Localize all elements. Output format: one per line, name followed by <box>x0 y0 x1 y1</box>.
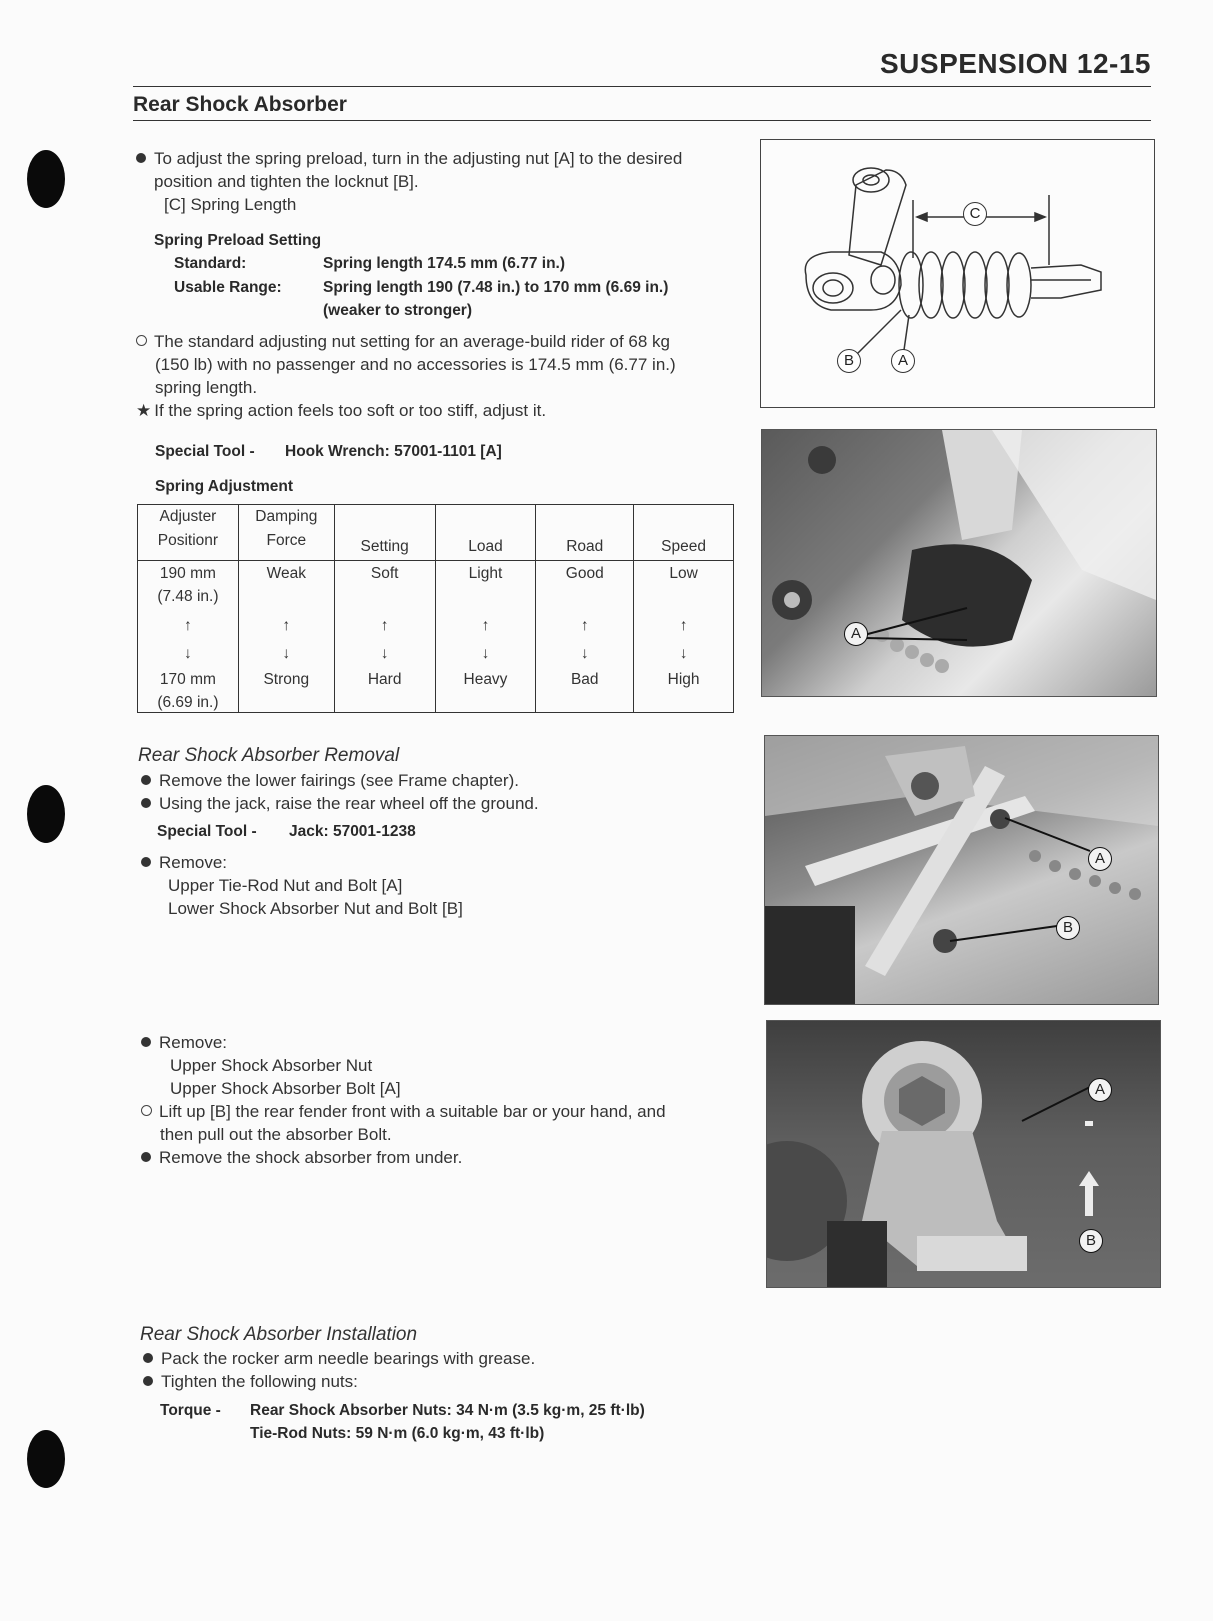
installation-step-2: Tighten the following nuts: <box>161 1372 358 1391</box>
range-label: Usable Range: <box>174 279 282 296</box>
cell-bottom-value: Strong <box>263 671 310 688</box>
header-line: Positionr <box>157 532 219 549</box>
cell-top-value: Weak <box>266 565 306 582</box>
binder-hole-bottom <box>27 1430 65 1488</box>
callout-a-label: A <box>850 625 861 642</box>
torque-line-2 <box>250 1425 544 1443</box>
bullet-icon <box>141 857 151 867</box>
table-header-cell: Road <box>536 505 634 561</box>
installation-steps <box>143 1347 743 1393</box>
callout-a <box>891 349 915 373</box>
range-note: (weaker to stronger) <box>323 302 473 319</box>
removal-tool-label: Special Tool - <box>157 823 257 840</box>
arrow-down-icon: ↓ <box>184 645 192 662</box>
cell-bottom-value: Bad <box>570 671 599 688</box>
callout-b <box>1056 916 1080 940</box>
bullet-icon <box>141 1037 151 1047</box>
arrow-down-icon: ↓ <box>679 645 688 662</box>
arrow-up-icon: ↑ <box>679 617 688 634</box>
preload-note-line1: The standard adjusting nut setting for an average-build rider of 68 kg <box>154 332 670 351</box>
bullet-icon <box>143 1376 153 1386</box>
photo-hook-wrench-drawing <box>762 430 1156 696</box>
cell-top-value: Soft <box>370 565 399 582</box>
removal-steps <box>141 769 741 815</box>
table-cell-setting <box>334 561 435 713</box>
preload-step-line1: To adjust the spring preload, turn in the adjusting nut [A] to the desired <box>154 149 683 168</box>
star-icon: ★ <box>136 401 152 420</box>
installation-step-1: Pack the rocker arm needle bearings with grease. <box>161 1349 536 1368</box>
shock-absorber-diagram <box>760 139 1155 408</box>
photo-tie-rod <box>764 735 1159 1005</box>
binder-hole-middle <box>27 785 65 843</box>
spring-adjustment-table <box>137 504 734 713</box>
callout-b-label: B <box>1062 919 1073 936</box>
header-line: Damping <box>255 508 318 525</box>
removal-step-5: Remove the shock absorber from under. <box>159 1148 463 1167</box>
torque-2-value: 59 N·m (6.0 kg·m, 43 ft·lb) <box>355 1425 545 1442</box>
preload-setting-title: Spring Preload Setting <box>154 232 322 249</box>
bullet-icon <box>141 1152 151 1162</box>
cell-bottom-extra: (6.69 in.) <box>157 694 219 711</box>
removal-step-4 <box>141 1031 741 1169</box>
callout-b <box>837 349 861 373</box>
callout-a-label: A <box>1094 850 1105 867</box>
table-header-cell: Speed <box>634 505 734 561</box>
bullet-icon <box>136 153 146 163</box>
callout-b-label: B <box>1085 1232 1096 1249</box>
special-tool-value: Hook Wrench: 57001-1101 [A] <box>285 443 502 460</box>
header-line: Adjuster <box>159 508 217 525</box>
preload-note-line2: (150 lb) with no passenger and no accessories is 174.5 mm (6.77 in.) <box>155 355 676 374</box>
special-tool-label: Special Tool - <box>155 443 255 460</box>
shock-absorber-drawing <box>761 140 1154 407</box>
table-header-row <box>138 505 734 561</box>
removal-step-4a: Upper Shock Absorber Nut <box>170 1056 373 1075</box>
binder-hole-top <box>27 150 65 208</box>
callout-c-label: C <box>969 205 981 222</box>
arrow-up-icon: ↑ <box>184 617 192 634</box>
preload-note <box>136 330 736 399</box>
table-cell-damping <box>238 561 334 713</box>
removal-step-1: Remove the lower fairings (see Frame chapter). <box>159 771 519 790</box>
preload-star-note <box>136 399 546 422</box>
page-header-title: SUSPENSION 12-15 <box>880 48 1151 79</box>
arrow-up-icon: ↑ <box>481 617 490 634</box>
range-value: Spring length 190 (7.48 in.) to 170 mm (6.69 in.) <box>323 279 669 296</box>
callout-b <box>1079 1229 1103 1253</box>
removal-step-3b: Lower Shock Absorber Nut and Bolt [B] <box>168 899 463 918</box>
cell-top-value: Light <box>468 565 503 582</box>
preload-step-line2: position and tighten the locknut [B]. <box>154 172 419 191</box>
preload-note-line3: spring length. <box>155 378 258 397</box>
callout-a <box>1088 847 1112 871</box>
legend-spring-length: [C] Spring Length <box>164 195 297 214</box>
torque-2-label: Tie-Rod Nuts: <box>250 1425 352 1442</box>
standard-label: Standard: <box>174 255 247 272</box>
arrow-up-icon: ↑ <box>282 617 291 634</box>
table-header-cell <box>238 505 334 561</box>
callout-a <box>1088 1078 1112 1102</box>
preload-step <box>136 147 736 216</box>
arrow-down-icon: ↓ <box>580 645 589 662</box>
table-cell-position <box>138 561 239 713</box>
preload-star-text: If the spring action feels too soft or too stiff, adjust it. <box>154 401 547 420</box>
arrow-up-icon: ↑ <box>580 617 589 634</box>
removal-step-3 <box>141 851 741 920</box>
section-rule <box>133 120 1151 121</box>
callout-b-label: B <box>843 352 854 369</box>
open-bullet-icon <box>141 1105 152 1116</box>
section-title: Rear Shock Absorber <box>133 93 347 116</box>
table-cell-speed <box>634 561 734 713</box>
arrow-up-icon: ↑ <box>380 617 389 634</box>
installation-title: Rear Shock Absorber Installation <box>140 1324 418 1345</box>
table-cell-load <box>435 561 536 713</box>
torque-line-1 <box>250 1402 645 1420</box>
table-header-cell: Setting <box>334 505 435 561</box>
table-header-cell <box>138 505 239 561</box>
removal-tool-value: Jack: 57001-1238 <box>289 823 416 840</box>
removal-title: Rear Shock Absorber Removal <box>138 745 400 766</box>
callout-c <box>963 202 987 226</box>
cell-top-extra: (7.48 in.) <box>157 588 219 605</box>
removal-note-line1: Lift up [B] the rear fender front with a suitable bar or your hand, and <box>159 1102 666 1121</box>
table-row <box>138 561 734 713</box>
removal-step-4b: Upper Shock Absorber Bolt [A] <box>170 1079 401 1098</box>
table-cell-road <box>536 561 634 713</box>
callout-a-label: A <box>1094 1081 1105 1098</box>
header-rule <box>133 86 1151 87</box>
removal-step-2: Using the jack, raise the rear wheel off the ground. <box>159 794 539 813</box>
torque-1-value: 34 N·m (3.5 kg·m, 25 ft·lb) <box>456 1402 645 1419</box>
cell-top-value: Low <box>669 565 698 582</box>
removal-step-3-text: Remove: <box>159 853 228 872</box>
torque-1-label: Rear Shock Absorber Nuts: <box>250 1402 452 1419</box>
header-line: Force <box>266 532 307 549</box>
bullet-icon <box>141 798 151 808</box>
cell-bottom-value: 170 mm <box>159 671 216 688</box>
removal-note-line2: then pull out the absorber Bolt. <box>160 1125 392 1144</box>
torque-label: Torque - <box>160 1402 221 1419</box>
removal-step-3a: Upper Tie-Rod Nut and Bolt [A] <box>168 876 403 895</box>
arrow-down-icon: ↓ <box>282 645 291 662</box>
open-bullet-icon <box>136 335 147 346</box>
bullet-icon <box>141 775 151 785</box>
cell-top-value: Good <box>565 565 604 582</box>
arrow-down-icon: ↓ <box>380 645 389 662</box>
photo-upper-bolt <box>766 1020 1161 1288</box>
table-header-cell: Load <box>435 505 536 561</box>
cell-bottom-value: Heavy <box>463 671 508 688</box>
standard-value: Spring length 174.5 mm (6.77 in.) <box>323 255 566 272</box>
photo-hook-wrench <box>761 429 1157 697</box>
bullet-icon <box>143 1353 153 1363</box>
callout-a <box>844 622 868 646</box>
cell-bottom-value: High <box>667 671 700 688</box>
cell-bottom-value: Hard <box>367 671 402 688</box>
arrow-down-icon: ↓ <box>481 645 490 662</box>
removal-step-4-text: Remove: <box>159 1033 228 1052</box>
callout-a-label: A <box>897 352 908 369</box>
spring-adjustment-title: Spring Adjustment <box>155 478 294 495</box>
cell-top-value: 190 mm <box>159 565 216 582</box>
